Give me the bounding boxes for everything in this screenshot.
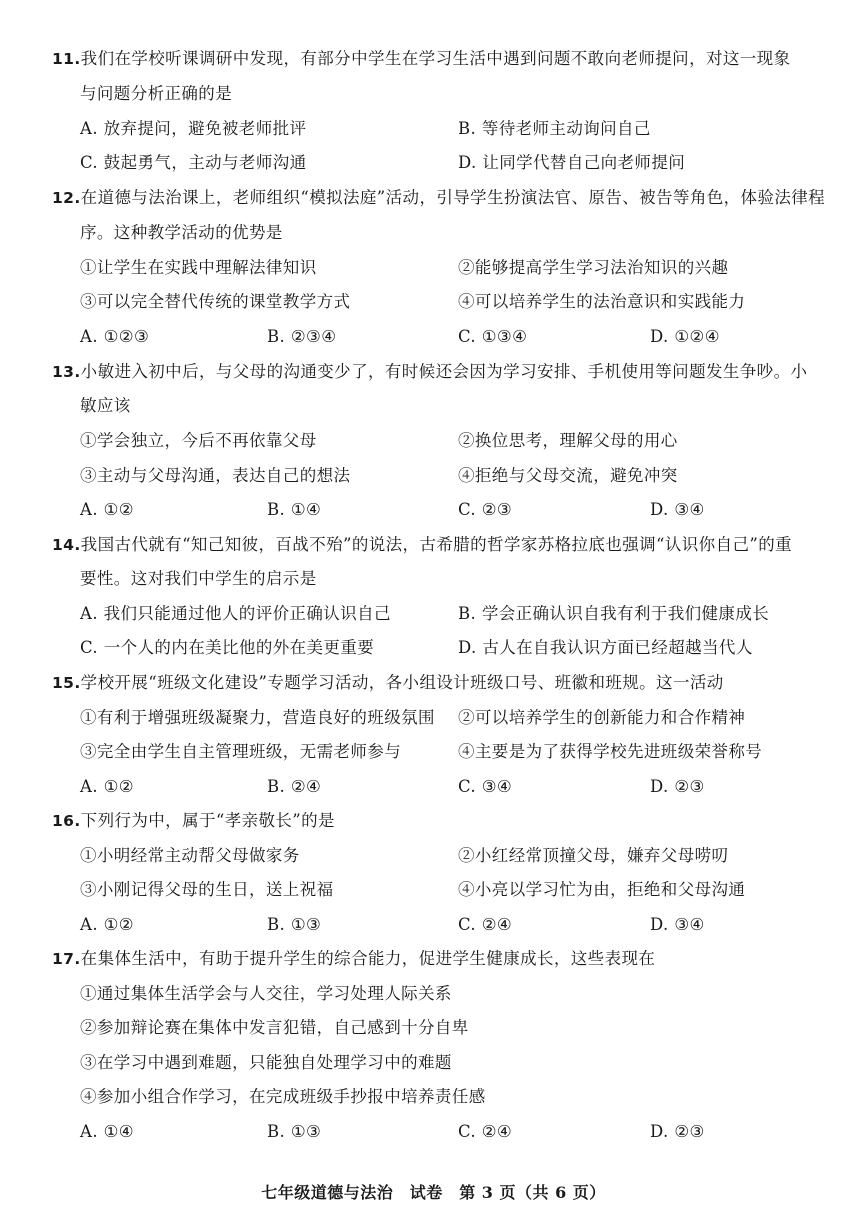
question-12-item-1: ①让学生在实践中理解法律知识 (80, 258, 317, 277)
question-15-option-c: C. ③④ (458, 777, 513, 796)
stem-text: 小敏进入初中后，与父母的沟通变少了，有时候还会因为学习安排、手机使用等问题发生争吵。小 (80, 362, 808, 381)
question-17-item-1: ①通过集体生活学会与人交往，学习处理人际关系 (80, 984, 452, 1003)
question-16-item-2: ②小红经常顶撞父母，嫌弃父母唠叨 (458, 846, 729, 865)
question-12-option-d: D. ①②④ (650, 327, 720, 346)
question-11-stem-line-1 (52, 48, 790, 70)
question-16-option-b: B. ①③ (267, 915, 322, 934)
question-14-option-c: C. 一个人的内在美比他的外在美更重要 (80, 638, 375, 657)
question-14-option-a: A. 我们只能通过他人的评价正确认识自己 (80, 604, 391, 623)
stem-text: 我国古代就有“知己知彼，百战不殆”的说法，古希腊的哲学家苏格拉底也强调“认识你自己”的重 (80, 535, 793, 554)
question-number: 13. (52, 363, 81, 381)
question-11-stem-line-2: 与问题分析正确的是 (80, 84, 233, 103)
question-number: 14. (52, 536, 81, 554)
question-15-item-3: ③完全由学生自主管理班级，无需老师参与 (80, 742, 402, 761)
question-number: 12. (52, 189, 81, 207)
question-11-option-a: A. 放弃提问，避免被老师批评 (80, 119, 307, 138)
question-16-item-3: ③小刚记得父母的生日，送上祝福 (80, 880, 334, 899)
question-11-option-c: C. 鼓起勇气，主动与老师沟通 (80, 153, 307, 172)
question-12-stem-line-1 (52, 187, 825, 209)
question-14-option-d: D. 古人在自我认识方面已经超越当代人 (458, 638, 753, 657)
question-16-option-d: D. ③④ (650, 915, 705, 934)
question-14-stem-line-1 (52, 534, 792, 556)
question-14-stem-line-2: 要性。这对我们中学生的启示是 (80, 569, 317, 588)
question-12-item-2: ②能够提高学生学习法治知识的兴趣 (458, 258, 729, 277)
question-12-option-a: A. ①②③ (80, 327, 150, 346)
question-17-option-b: B. ①③ (267, 1122, 322, 1141)
question-12-item-4: ④可以培养学生的法治意识和实践能力 (458, 292, 746, 311)
question-13-item-1: ①学会独立，今后不再依靠父母 (80, 431, 317, 450)
question-13-option-c: C. ②③ (458, 500, 513, 519)
question-17-item-4: ④参加小组合作学习，在完成班级手抄报中培养责任感 (80, 1087, 486, 1106)
question-15-stem-line-1 (52, 672, 724, 694)
question-15-item-2: ②可以培养学生的创新能力和合作精神 (458, 708, 746, 727)
stem-text: 在集体生活中，有助于提升学生的综合能力，促进学生健康成长，这些表现在 (80, 949, 656, 968)
question-16-stem-line-1 (52, 810, 335, 832)
question-15-option-a: A. ①② (80, 777, 134, 796)
stem-text: 下列行为中，属于“孝亲敬长”的是 (80, 811, 335, 830)
stem-text: 我们在学校听课调研中发现，有部分中学生在学习生活中遇到问题不敢向老师提问，对这一现象 (80, 49, 791, 68)
question-17-item-2: ②参加辩论赛在集体中发言犯错，自己感到十分自卑 (80, 1018, 469, 1037)
question-13-option-b: B. ①④ (267, 500, 322, 519)
question-12-item-3: ③可以完全替代传统的课堂教学方式 (80, 292, 351, 311)
question-17-stem-line-1 (52, 948, 655, 970)
question-number: 11. (52, 50, 81, 68)
question-number: 17. (52, 950, 81, 968)
question-number: 15. (52, 674, 81, 692)
question-17-option-a: A. ①④ (80, 1122, 134, 1141)
question-17-item-3: ③在学习中遇到难题，只能独自处理学习中的难题 (80, 1053, 452, 1072)
question-12-stem-line-2: 序。这种教学活动的优势是 (80, 223, 283, 242)
question-15-item-1: ①有利于增强班级凝聚力，营造良好的班级氛围 (80, 708, 435, 727)
question-12-option-b: B. ②③④ (267, 327, 337, 346)
question-12-option-c: C. ①③④ (458, 327, 528, 346)
question-16-item-1: ①小明经常主动帮父母做家务 (80, 846, 300, 865)
question-13-item-4: ④拒绝与父母交流，避免冲突 (458, 466, 678, 485)
question-13-option-a: A. ①② (80, 500, 134, 519)
question-15-item-4: ④主要是为了获得学校先进班级荣誉称号 (458, 742, 763, 761)
question-13-item-3: ③主动与父母沟通，表达自己的想法 (80, 466, 351, 485)
question-11-option-d: D. 让同学代替自己向老师提问 (458, 153, 686, 172)
question-13-item-2: ②换位思考，理解父母的用心 (458, 431, 678, 450)
question-14-option-b: B. 学会正确认识自我有利于我们健康成长 (458, 604, 770, 623)
question-17-option-c: C. ②④ (458, 1122, 513, 1141)
page-footer: 七年级道德与法治 试卷 第 3 页（共 6 页） (261, 1183, 606, 1202)
question-13-stem-line-1 (52, 361, 807, 383)
question-13-option-d: D. ③④ (650, 500, 705, 519)
question-16-item-4: ④小亮以学习忙为由，拒绝和父母沟通 (458, 880, 746, 899)
question-number: 16. (52, 812, 81, 830)
question-15-option-b: B. ②④ (267, 777, 322, 796)
question-17-option-d: D. ②③ (650, 1122, 705, 1141)
stem-text: 学校开展“班级文化建设”专题学习活动，各小组设计班级口号、班徽和班规。这一活动 (80, 673, 724, 692)
question-11-option-b: B. 等待老师主动询问自己 (458, 119, 651, 138)
question-16-option-a: A. ①② (80, 915, 134, 934)
stem-text: 在道德与法治课上，老师组织“模拟法庭”活动，引导学生扮演法官、原告、被告等角色，体验法律程 (80, 188, 826, 207)
question-13-stem-line-2: 敏应该 (80, 396, 131, 415)
question-16-option-c: C. ②④ (458, 915, 513, 934)
question-15-option-d: D. ②③ (650, 777, 705, 796)
